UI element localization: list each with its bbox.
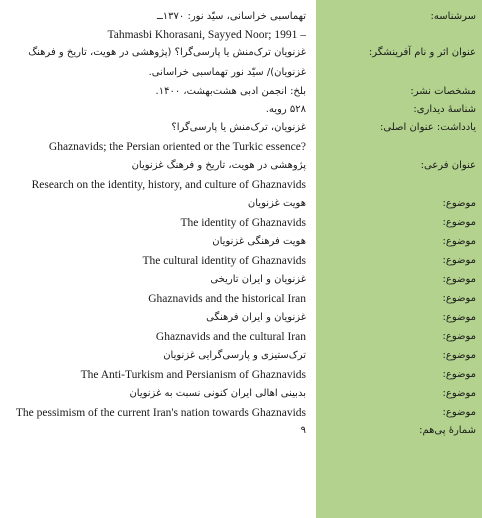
label-subject-11: موضوع: bbox=[442, 388, 476, 399]
label-subject-3: موضوع: bbox=[442, 236, 476, 247]
publication-value: بلخ: انجمن ادبی هشت‌بهشت، ۱۴۰۰. bbox=[155, 86, 306, 97]
subject-11: بدبینی اهالی ایران کنونی نسبت به غزنویان bbox=[129, 388, 306, 399]
subject-9: ترک‌ستیزی و پارسی‌گرایی غزنویان bbox=[163, 350, 306, 361]
subject-7: غزنویان و ایران فرهنگی bbox=[206, 312, 306, 323]
label-subject-6: موضوع: bbox=[442, 293, 476, 304]
subject-1: هویت غزنویان bbox=[247, 198, 306, 209]
note-fa: غزنویان، ترک‌منش یا پارسی‌گرا؟ bbox=[171, 122, 306, 133]
title-line-2: غزنویان)/ سیّد نور تهماسبی خراسانی. bbox=[148, 67, 306, 78]
subject-2: The identity of Ghaznavids bbox=[180, 217, 306, 229]
label-subject-9: موضوع: bbox=[442, 350, 476, 361]
label-title: عنوان اثر و نام آفرینشگر: bbox=[368, 47, 476, 58]
author-fa: تهماسبی خراسانی، سیّد نور: ۱۳۷۰ــ bbox=[156, 11, 306, 22]
label-subject-7: موضوع: bbox=[442, 312, 476, 323]
label-subject-12: موضوع: bbox=[442, 407, 476, 418]
label-publication: مشخصات نشر: bbox=[410, 86, 476, 97]
label-subject-10: موضوع: bbox=[442, 369, 476, 380]
subtitle-fa: پژوهشی در هویت، تاریخ و فرهنگ غزنویان bbox=[131, 160, 306, 171]
title-line-1: غزنویان ترک‌منش یا پارسی‌گرا؟ (پژوهشی در هویت، تاریخ و فرهنگ bbox=[28, 47, 306, 58]
author-en: Tahmasbi Khorasani, Sayyed Noor; 1991 – bbox=[107, 29, 306, 41]
label-subtitle: عنوان فرعی: bbox=[420, 160, 476, 171]
label-subject-8: موضوع: bbox=[442, 331, 476, 342]
label-note: یادداشت: عنوان اصلی: bbox=[380, 122, 476, 133]
subject-12: The pessimism of the current Iran's nation towards Ghaznavids bbox=[15, 407, 306, 419]
note-en: Ghaznavids; the Persian oriented or the Turkic essence? bbox=[48, 141, 306, 153]
subtitle-en: Research on the identity, history, and culture of Ghaznavids bbox=[31, 179, 306, 191]
subject-3: هویت فرهنگی غزنویان bbox=[212, 236, 306, 247]
label-subject-5: موضوع: bbox=[442, 274, 476, 285]
label-subject-1: موضوع: bbox=[442, 198, 476, 209]
subject-6: Ghaznavids and the historical Iran bbox=[148, 293, 306, 305]
physical-value: ۵۲۸ رویه. bbox=[265, 104, 306, 115]
label-subject-2: موضوع: bbox=[442, 217, 476, 228]
subject-8: Ghaznavids and the cultural Iran bbox=[155, 331, 306, 343]
label-author: سرشناسه: bbox=[430, 11, 476, 22]
label-physical: شناسهٔ دیداری: bbox=[413, 104, 476, 115]
subject-10: The Anti-Turkism and Persianism of Ghaznavids bbox=[80, 369, 306, 381]
subject-4: The cultural identity of Ghaznavids bbox=[142, 255, 306, 267]
page-number-value: ۹ bbox=[300, 425, 306, 436]
label-subject-4: موضوع: bbox=[442, 255, 476, 266]
subject-5: غزنویان و ایران تاریخی bbox=[210, 274, 306, 285]
label-page-number: شمارهٔ پی‌هم: bbox=[419, 425, 476, 436]
